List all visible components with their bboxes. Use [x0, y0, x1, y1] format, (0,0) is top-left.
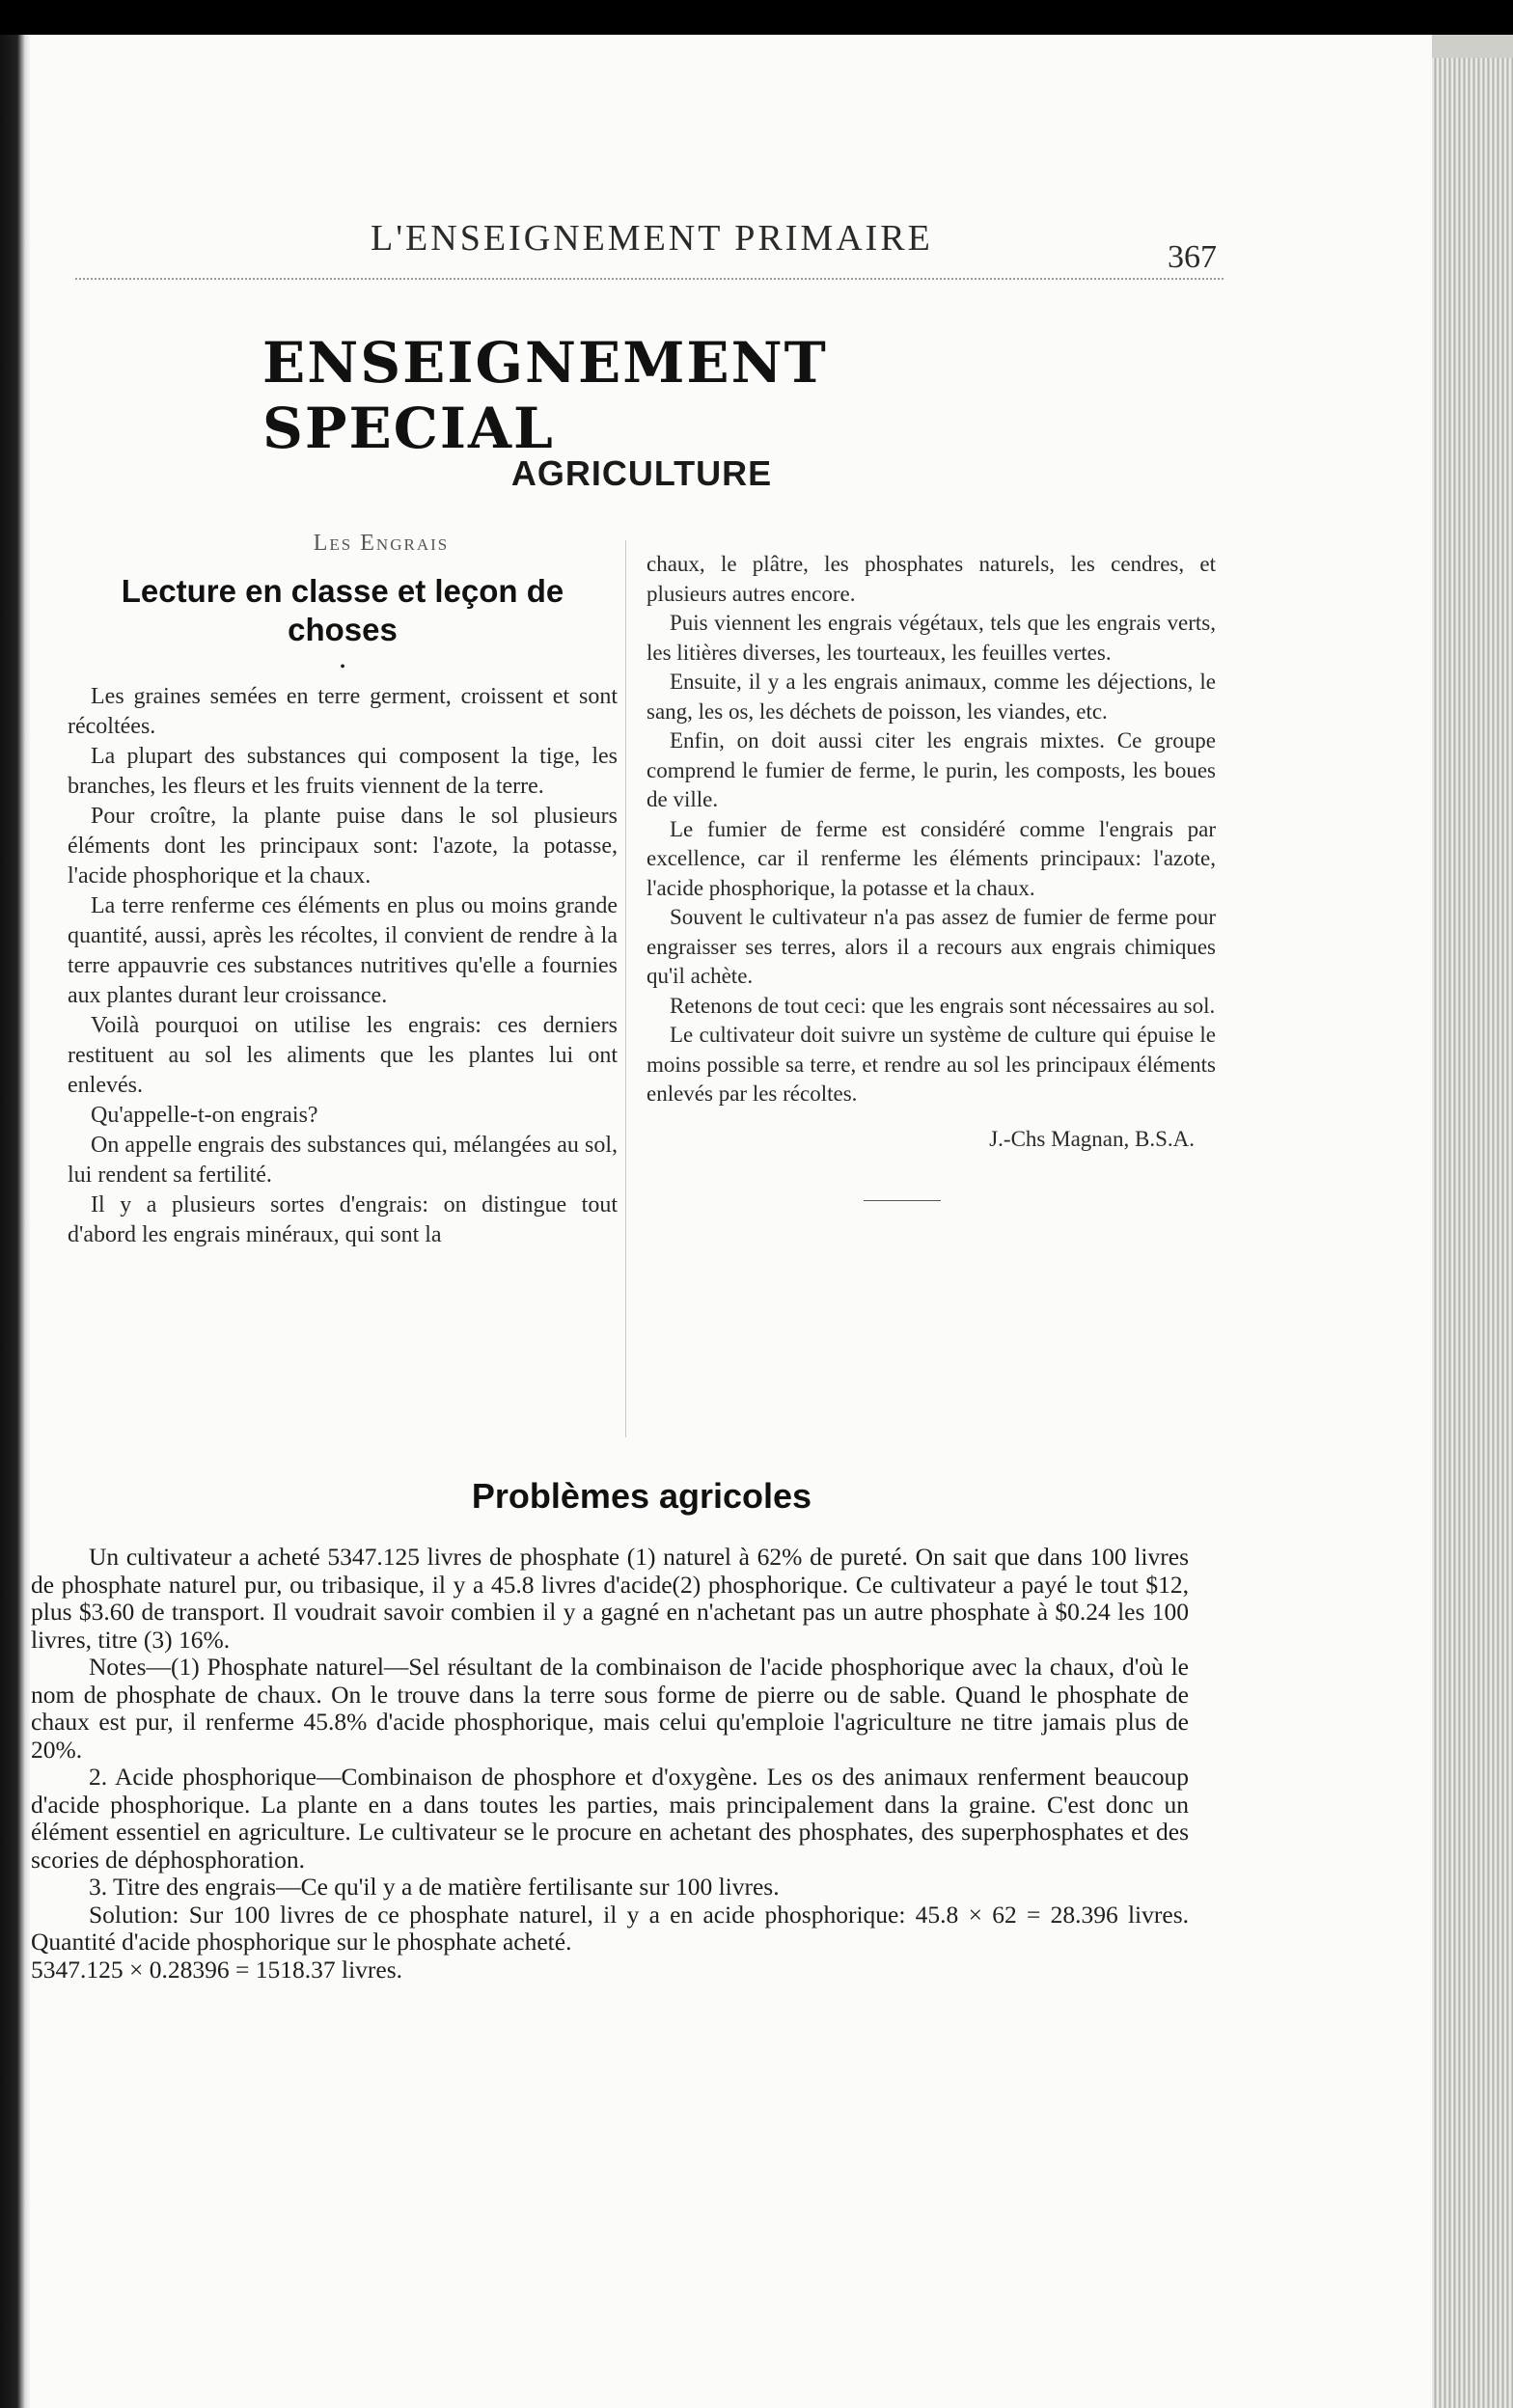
paragraph: Le fumier de ferme est considéré comme l'engrais par excellence, car il renferme les éléments principaux: l'azote, l'acide phosphorique, la potasse et la chaux. [646, 816, 1216, 900]
header-rule [75, 278, 1224, 280]
problem-solution: Solution: Sur 100 livres de ce phosphate naturel, il y a en acide phosphorique: 45.8 × 62 = 28.396 livres. Quantité d'acide phosphorique sur le phosphate acheté. [31, 1900, 1189, 1956]
signature-rule [864, 1200, 941, 1201]
paragraph: Souvent le cultivateur n'a pas assez de fumier de ferme pour engraisser ses terres, alors il a recours aux engrais chimiques qu'il achète. [646, 905, 1216, 988]
paragraph: Puis viennent les engrais végétaux, tels que les engrais verts, les litières diverses, les tourteaux, les feuilles vertes. [646, 611, 1216, 665]
paragraph: La plupart des substances qui composent la tige, les branches, les fleurs et les fruits viennent de la terre. [68, 744, 618, 799]
paragraph: Il y a plusieurs sortes d'engrais: on distingue tout d'abord les engrais minéraux, qui sont la [68, 1192, 618, 1247]
running-head: L'ENSEIGNEMENT PRIMAIRE [371, 218, 933, 259]
column-divider [625, 540, 626, 1437]
article-right-column [646, 550, 1216, 1201]
paragraph: Voilà pourquoi on utilise les engrais: ces derniers restituent au sol les aliments que les plantes lui ont enlevés. [68, 1013, 618, 1098]
article-kicker: Les Engrais [313, 531, 450, 556]
problems-title: Problèmes agricoles [471, 1476, 812, 1516]
book-spine [0, 35, 31, 2408]
subject-heading: AGRICULTURE [510, 453, 773, 493]
author-signature: J.-Chs Magnan, B.S.A. [989, 1126, 1195, 1151]
article-left-column [68, 531, 618, 1250]
paragraph: Les graines semées en terre germent, croissent et sont récoltées. [68, 684, 618, 739]
problem-note: 3. Titre des engrais—Ce qu'il y a de matière fertilisante sur 100 livres. [89, 1873, 780, 1901]
paragraph: Pour croître, la plante puise dans le sol plusieurs éléments dont les principaux sont: l'azote, la potasse, l'acide phosphorique et la chaux. [68, 804, 618, 889]
paragraph: Qu'appelle-t-on engrais? [91, 1103, 318, 1128]
paragraph: Retenons de tout ceci: que les engrais sont nécessaires au sol. [670, 993, 1216, 1018]
paragraph: On appelle engrais des substances qui, mélangées au sol, lui rendent sa fertilité. [68, 1133, 618, 1188]
article-title: Lecture en classe et leçon de choses [121, 573, 564, 647]
page-stack-edge [1432, 58, 1513, 2408]
problem-statement: Un cultivateur a acheté 5347.125 livres de phosphate (1) naturel à 62% de pureté. On sait que dans 100 livres de phosphate naturel pur, ou tribasique, il y a 45.8 livres d'acide(2) phosphorique. Ce cultivateur a payé le tout $12, plus $3.60 de transport. Il voudrait savoir combien il y a gagné en n'achetant pas un autre phosphate à $0.24 les 100 livres, titre (3) 16%. [31, 1543, 1189, 1654]
problem-note: 2. Acide phosphorique—Combinaison de phosphore et d'oxygène. Les os des animaux renferment beaucoup d'acide phosphorique. La plante en a dans toutes les parties, mais principalement dans la graine. C'est donc un élément essentiel en agriculture. Le cultivateur se le procure en achetant des phosphates, des superphosphates et des scories de déphosphoration. [31, 1763, 1189, 1874]
problem-note: Notes—(1) Phosphate naturel—Sel résultant de la combinaison de l'acide phosphorique avec la chaux, d'où le nom de phosphate de chaux. On le trouve dans la terre sous forme de pierre ou de sable. Quand le phosphate de chaux est pur, il renferme 45.8% d'acide phosphorique, mais celui qu'emploie l'agriculture ne titre jamais plus de 20%. [31, 1653, 1189, 1764]
paragraph: Le cultivateur doit suivre un système de culture qui épuise le moins possible sa terre, et rendre au sol les principaux éléments enlevés par les récoltes. [646, 1023, 1216, 1106]
problems-block [31, 1544, 1189, 1984]
page-edge-top [1432, 35, 1513, 58]
paragraph: Enfin, on doit aussi citer les engrais mixtes. Ce groupe comprend le fumier de ferme, le purin, les composts, les boues de ville. [646, 728, 1216, 811]
section-title: ENSEIGNEMENT SPECIAL [262, 330, 828, 461]
paragraph: La terre renferme ces éléments en plus ou moins grande quantité, aussi, après les récoltes, il convient de rendre à la terre appauvrie ces substances nutritives qu'elle a fournies aux plantes durant leur croissance. [68, 893, 618, 1008]
ornament: • [340, 659, 345, 675]
paragraph: Ensuite, il y a les engrais animaux, comme les déjections, le sang, les os, les déchets de poisson, les viandes, etc. [646, 670, 1216, 724]
paragraph: chaux, le plâtre, les phosphates naturels, les cendres, et plusieurs autres encore. [646, 552, 1216, 606]
page-number: 367 [1168, 239, 1217, 275]
problem-result: 5347.125 × 0.28396 = 1518.37 livres. [31, 1955, 403, 1984]
